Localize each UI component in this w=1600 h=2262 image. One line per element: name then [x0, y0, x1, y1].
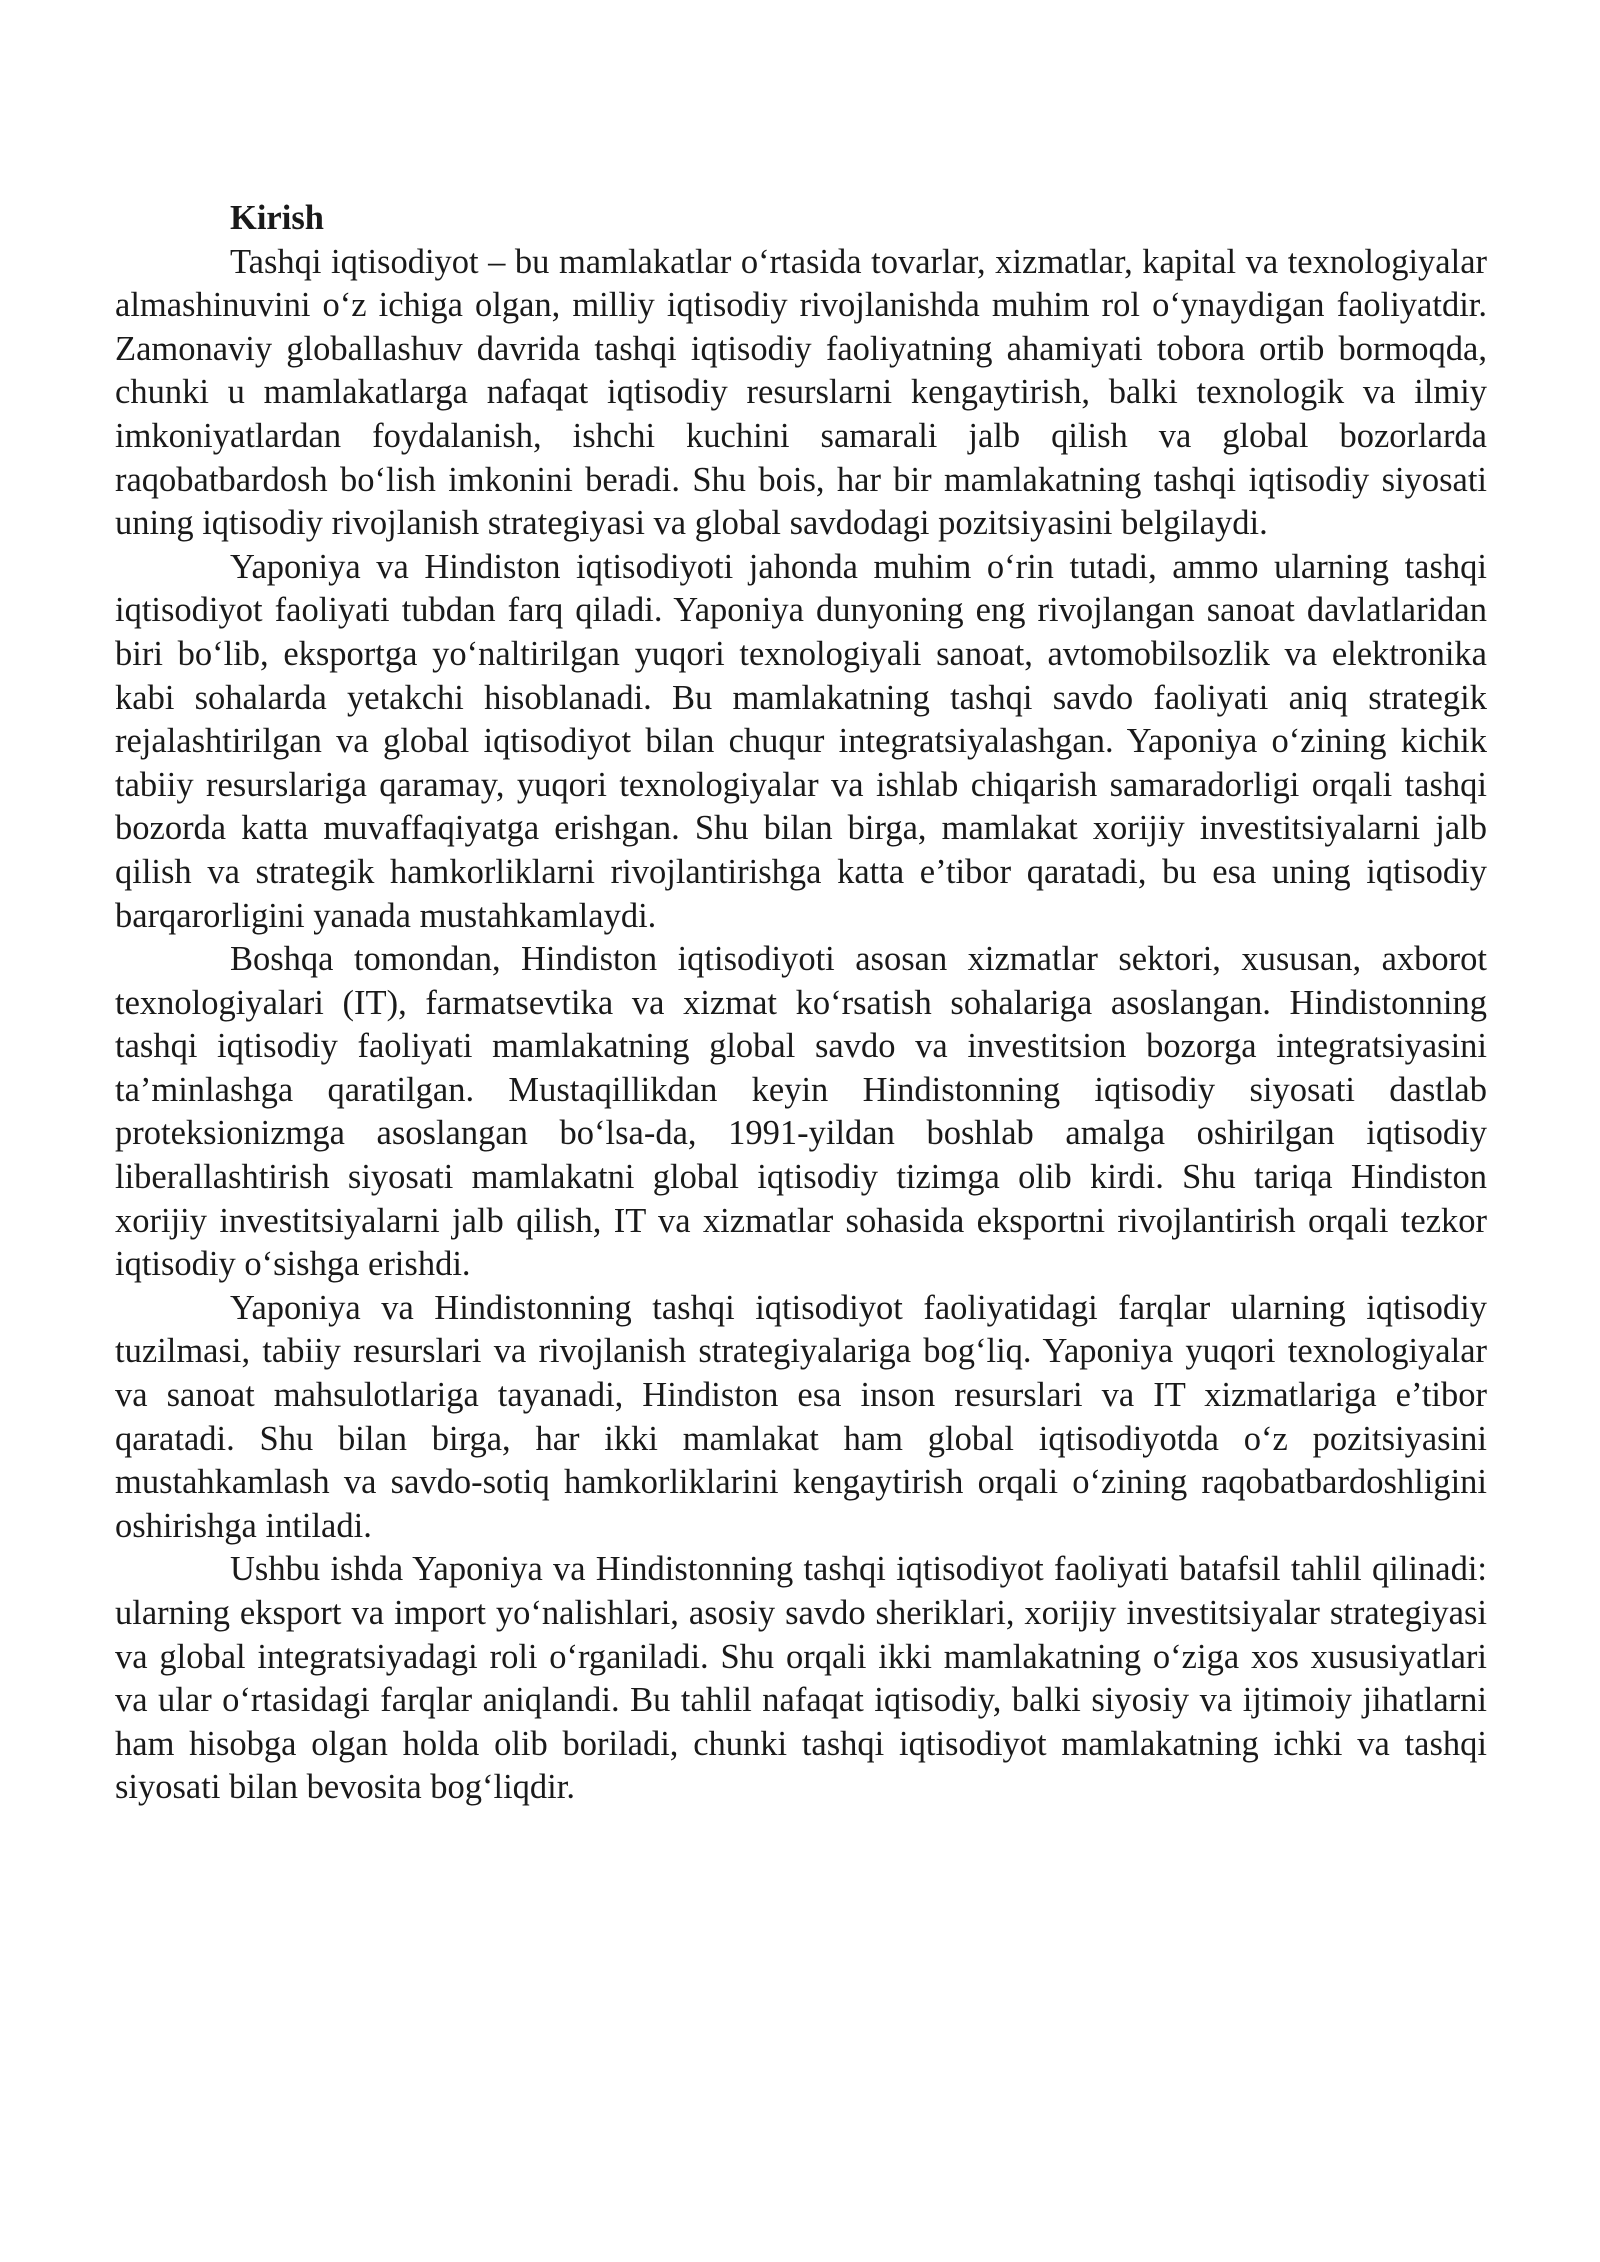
paragraph-3: Boshqa tomondan, Hindiston iqtisodiyoti asosan xizmatlar sektori, xususan, axborot texnologiyalari (IT), farmatsevtika va xizmat ko‘rsatish sohalariga asoslangan. Hindistonning tashqi iqtisodiy faoliyati mamlakatning global savdo va investitsion bozorga integratsiyasini ta’minlashga qaratilgan. Mustaqillikdan keyin Hindistonning iqtisodiy siyosati dastlab proteksionizmga asoslangan bo‘lsa-da, 1991-yildan boshlab amalga oshirilgan iqtisodiy liberallashtirish siyosati mamlakatni global iqtisodiy tizimga olib kirdi. Shu tariqa Hindiston xorijiy investitsiyalarni jalb qilish, IT va xizmatlar sohasida eksportni rivojlantirish orqali tezkor iqtisodiy o‘sishga erishdi. [115, 940, 1487, 1284]
section-heading: Kirish [230, 199, 324, 237]
paragraph-1: Tashqi iqtisodiyot – bu mamlakatlar o‘rtasida tovarlar, xizmatlar, kapital va texnologiyalar almashinuvini o‘z ichiga olgan, milliy iqtisodiy rivojlanishda muhim rol o‘ynaydigan faoliyatdir. Zamonaviy globallashuv davrida tashqi iqtisodiy faoliyatning ahamiyati tobora ortib bormoqda, chunki u mamlakatlarga nafaqat iqtisodiy resurslarni kengaytirish, balki texnologik va ilmiy imkoniyatlardan foydalanish, ishchi kuchini samarali jalb qilish va global bozorlarda raqobatbardosh bo‘lish imkonini beradi. Shu bois, har bir mamlakatning tashqi iqtisodiy siyosati uning iqtisodiy rivojlanish strategiyasi va global savdodagi pozitsiyasini belgilaydi. [115, 242, 1487, 543]
document-page [115, 197, 1487, 1810]
paragraph-4: Yaponiya va Hindistonning tashqi iqtisodiyot faoliyatidagi farqlar ularning iqtisodiy tuzilmasi, tabiiy resurslari va rivojlanish strategiyalariga bog‘liq. Yaponiya yuqori texnologiyalar va sanoat mahsulotlariga tayanadi, Hindiston esa inson resurslari va IT xizmatlariga e’tibor qaratadi. Shu bilan birga, har ikki mamlakat ham global iqtisodiyotda o‘z pozitsiyasini mustahkamlash va savdo-sotiq hamkorliklarini kengaytirish orqali o‘zining raqobatbardoshligini oshirishga intiladi. [115, 1288, 1487, 1545]
paragraph-5: Ushbu ishda Yaponiya va Hindistonning tashqi iqtisodiyot faoliyati batafsil tahlil qilinadi: ularning eksport va import yo‘nalishlari, asosiy savdo sheriklari, xorijiy investitsiyalar strategiyasi va global integratsiyadagi roli o‘rganiladi. Shu orqali ikki mamlakatning o‘ziga xos xususiyatlari va ular o‘rtasidagi farqlar aniqlandi. Bu tahlil nafaqat iqtisodiy, balki siyosiy va ijtimoiy jihatlarni ham hisobga olgan holda olib boriladi, chunki tashqi iqtisodiyot mamlakatning ichki va tashqi siyosati bilan bevosita bog‘liqdir. [115, 1550, 1487, 1807]
paragraph-2: Yaponiya va Hindiston iqtisodiyoti jahonda muhim o‘rin tutadi, ammo ularning tashqi iqtisodiyot faoliyati tubdan farq qiladi. Yaponiya dunyoning eng rivojlangan sanoat davlatlaridan biri bo‘lib, eksportga yo‘naltirilgan yuqori texnologiyali sanoat, avtomobilsozlik va elektronika kabi sohalarda yetakchi hisoblanadi. Bu mamlakatning tashqi savdo faoliyati aniq strategik rejalashtirilgan va global iqtisodiyot bilan chuqur integratsiyalashgan. Yaponiya o‘zining kichik tabiiy resurslariga qaramay, yuqori texnologiyalar va ishlab chiqarish samaradorligi orqali tashqi bozorda katta muvaffaqiyatga erishgan. Shu bilan birga, mamlakat xorijiy investitsiyalarni jalb qilish va strategik hamkorliklarni rivojlantirishga katta e’tibor qaratadi, bu esa uning iqtisodiy barqarorligini yanada mustahkamlaydi. [115, 547, 1487, 935]
